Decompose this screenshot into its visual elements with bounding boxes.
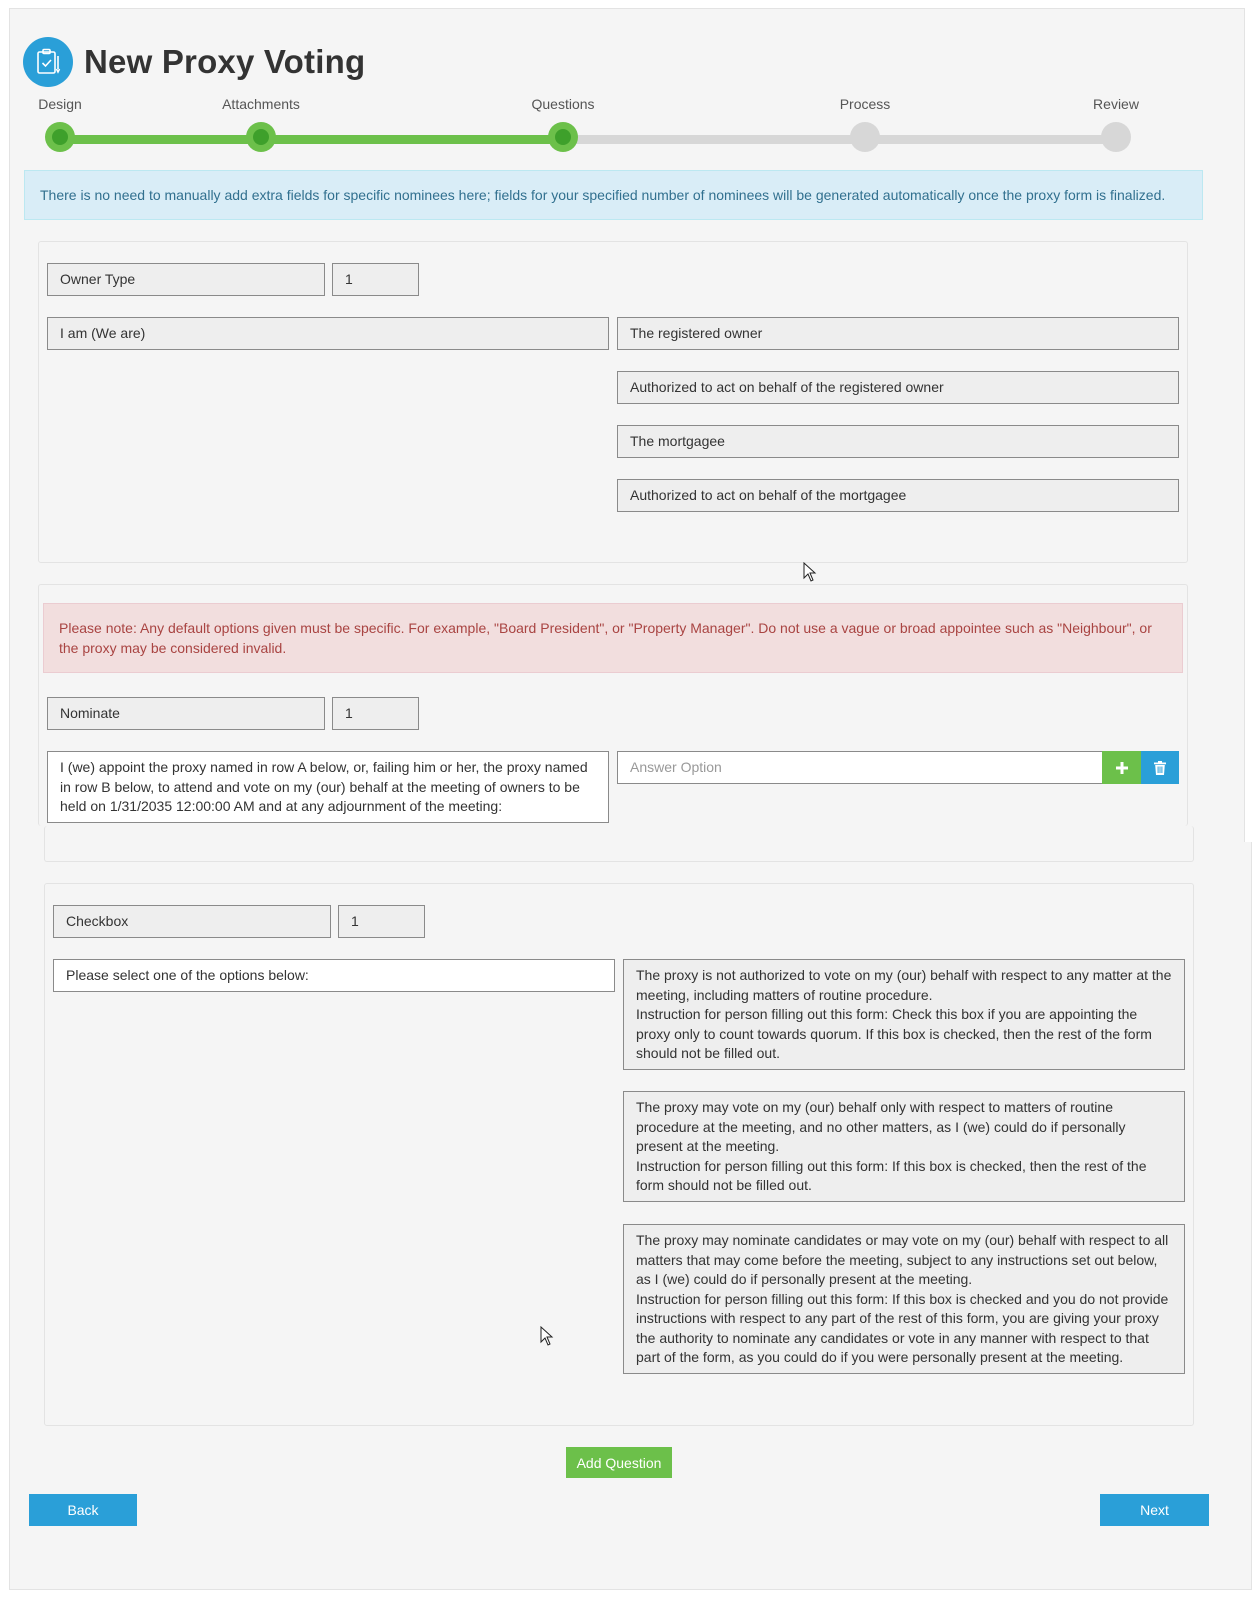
step-label-review[interactable]: Review xyxy=(1093,96,1139,112)
add-question-button[interactable]: Add Question xyxy=(566,1447,672,1478)
page-header xyxy=(23,37,365,87)
step-label-design[interactable]: Design xyxy=(38,96,82,112)
info-alert: There is no need to manually add extra fields for specific nominees here; fields for your specified number of nominees will be generated automatically once the proxy form is finalized. xyxy=(24,170,1203,220)
step-dot-review[interactable] xyxy=(1101,122,1131,152)
answer-option-field[interactable]: The proxy may vote on my (our) behalf only with respect to matters of routine procedure at the meeting, and no other matters, as I (we) could do if personally present at the meeting. Instruction for person filling out this form: If this box is checked, then the rest of the form should not be filled out. xyxy=(623,1091,1185,1202)
question-number-field[interactable]: 1 xyxy=(332,263,419,296)
question-text-field[interactable]: I (we) appoint the proxy named in row A below, or, failing him or her, the proxy named in row B below, to attend and vote on my (our) behalf at the meeting of owners to be held on 1/31/2035 12:00:00 AM and at any adjournment of the meeting: xyxy=(47,751,609,823)
step-dot-questions[interactable] xyxy=(548,122,578,152)
answer-option-field[interactable]: The mortgagee xyxy=(617,425,1179,458)
answer-option-field[interactable]: Authorized to act on behalf of the registered owner xyxy=(617,371,1179,404)
step-label-process[interactable]: Process xyxy=(839,96,891,112)
question-card-nominate-bottom xyxy=(44,826,1194,862)
delete-option-button[interactable] xyxy=(1141,751,1179,784)
question-text-field[interactable]: I am (We are) xyxy=(47,317,609,350)
mouse-cursor-icon xyxy=(803,562,817,582)
answer-option-field[interactable]: Authorized to act on behalf of the mortgagee xyxy=(617,479,1179,512)
question-type-field[interactable]: Nominate xyxy=(47,697,325,730)
warning-alert: Please note: Any default options given must be specific. For example, "Board President", or "Property Manager". Do not use a vague or broad appointee such as "Neighbour", or the proxy may be considered invalid. xyxy=(43,603,1183,673)
page-title: New Proxy Voting xyxy=(84,43,366,80)
trash-icon xyxy=(1154,761,1166,775)
step-label-attachments[interactable]: Attachments xyxy=(222,96,300,112)
step-label-questions[interactable]: Questions xyxy=(531,96,595,112)
answer-option-field[interactable]: The proxy may nominate candidates or may vote on my (our) behalf with respect to all matters that may come before the meeting, subject to any instructions set out below, as I (we) could do if personally present at the meeting. Instruction for person filling out this form: If this box is checked and you do not provide instructions with respect to any part of the rest of this form, you are giving your proxy the authority to nominate any candidates or vote in any manner with respect to that part of the form, as you could do if you were personally present at the meeting. xyxy=(623,1224,1185,1374)
answer-option-input[interactable]: Answer Option xyxy=(617,751,1103,784)
question-type-field[interactable]: Checkbox xyxy=(53,905,331,938)
back-button[interactable]: Back xyxy=(29,1494,137,1526)
add-option-button[interactable] xyxy=(1102,751,1141,784)
step-dot-attachments[interactable] xyxy=(246,122,276,152)
plus-icon xyxy=(1115,761,1129,775)
clipboard-check-icon xyxy=(23,37,73,87)
mouse-cursor-icon xyxy=(540,1326,554,1346)
step-dot-process[interactable] xyxy=(850,122,880,152)
step-dot-design[interactable] xyxy=(45,122,75,152)
progress-track-done xyxy=(60,135,563,144)
question-number-field[interactable]: 1 xyxy=(332,697,419,730)
answer-option-field[interactable]: The registered owner xyxy=(617,317,1179,350)
answer-option-field[interactable]: The proxy is not authorized to vote on my (our) behalf with respect to any matter at the meeting, including matters of routine procedure. Instruction for person filling out this form: Check this box if you are appointing the proxy only to count towards quorum. If this box is checked, then the rest of the form should not be filled out. xyxy=(623,959,1185,1070)
question-type-field[interactable]: Owner Type xyxy=(47,263,325,296)
progress-track-todo xyxy=(563,135,1116,144)
question-text-field[interactable]: Please select one of the options below: xyxy=(53,959,615,992)
question-number-field[interactable]: 1 xyxy=(338,905,425,938)
next-button[interactable]: Next xyxy=(1100,1494,1209,1526)
